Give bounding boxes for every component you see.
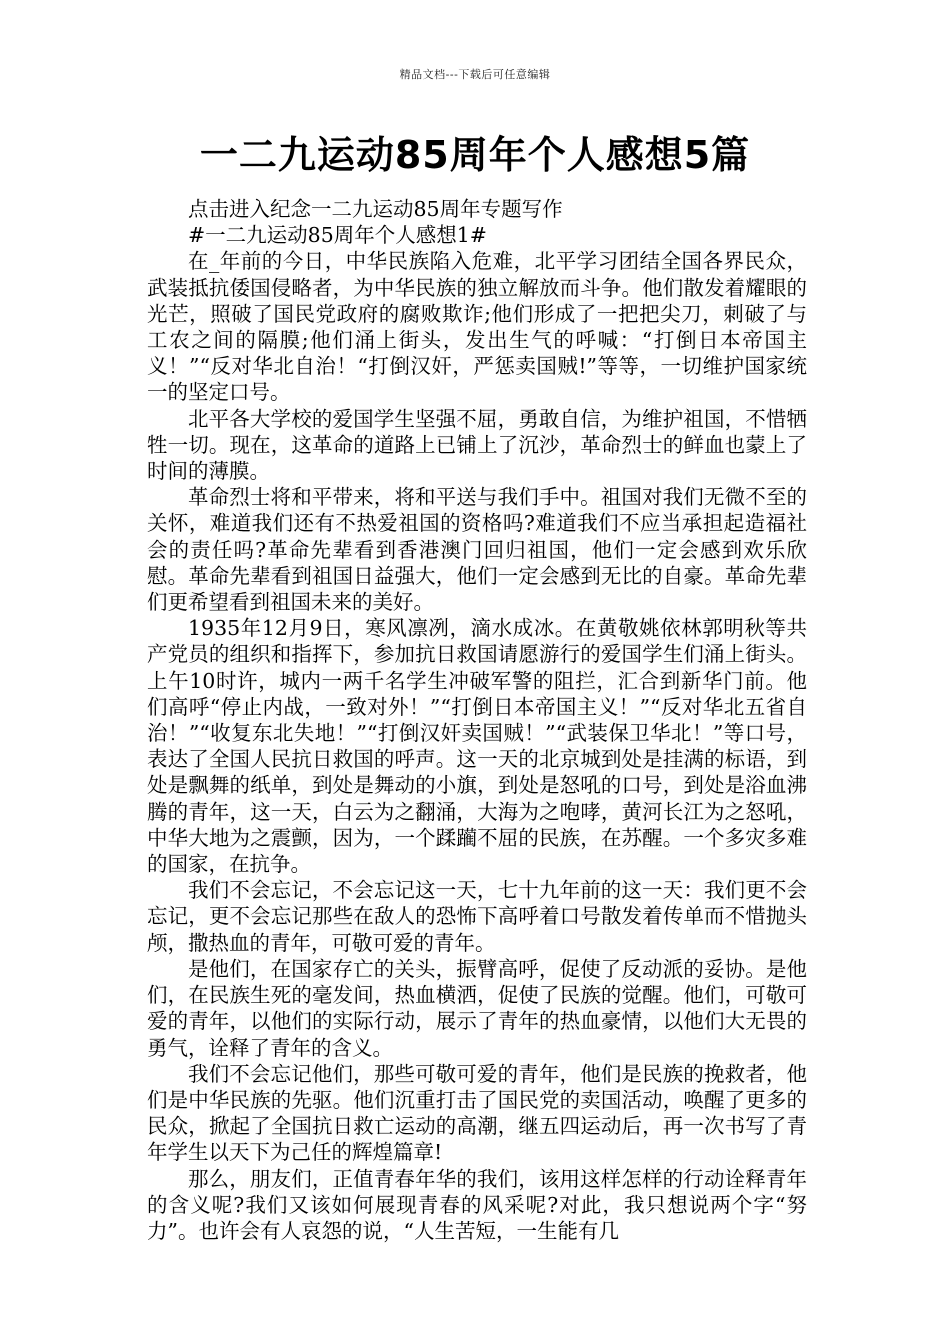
paragraph: 是他们，在国家存亡的关头，振臂高呼，促使了反动派的妥协。是他们，在民族生死的毫发间，热血横洒，促使了民族的觉醒。他们，可敬可爱的青年，以他们的实际行动，展示了青年的热血豪情，以他们大无畏的勇气，诠释了青年的含义。 bbox=[147, 956, 807, 1060]
section-heading: #一二九运动85周年个人感想1# bbox=[188, 223, 487, 248]
header-note: 精品文档---下载后可任意编辑 bbox=[399, 68, 551, 81]
paragraph: 北平各大学校的爱国学生坚强不屈，勇敢自信，为维护祖国，不惜牺牲一切。现在，这革命的道路上已铺上了沉沙，革命烈士的鲜血也蒙上了时间的薄膜。 bbox=[147, 406, 807, 484]
document-title: 一二九运动85周年个人感想5篇 bbox=[199, 133, 751, 177]
paragraph: 革命烈士将和平带来，将和平送与我们手中。祖国对我们无微不至的关怀，难道我们还有不热爱祖国的资格吗?难道我们不应当承担起造福社会的责任吗?革命先辈看到香港澳门回归祖国，他们一定会感到欢乐欣慰。革命先辈看到祖国日益强大，他们一定会感到无比的自豪。革命先辈们更希望看到祖国未来的美好。 bbox=[147, 485, 807, 615]
intro-link-line: 点击进入纪念一二九运动85周年专题写作 bbox=[188, 197, 563, 221]
document-body bbox=[147, 196, 807, 1244]
paragraph: 我们不会忘记，不会忘记这一天，七十九年前的这一天：我们更不会忘记，更不会忘记那些在敌人的恐怖下高呼着口号散发着传单而不惜抛头颅，撒热血的青年，可敬可爱的青年。 bbox=[147, 878, 807, 955]
paragraph: 我们不会忘记他们，那些可敬可爱的青年，他们是民族的挽救者，他们是中华民族的先驱。他们沉重打击了国民党的卖国活动，唤醒了更多的民众，掀起了全国抗日救亡运动的高潮，继五四运动后，再一次书写了青年学生以天下为己任的辉煌篇章! bbox=[147, 1061, 807, 1165]
paragraph: 1935年12月9日，寒风凛冽，滴水成冰。在黄敬姚依林郭明秋等共产党员的组织和指挥下，参加抗日救国请愿游行的爱国学生们涌上街头。上午10时许，城内一两千名学生冲破军警的阻拦，汇合到新华门前。他们高呼“停止内战，一致对外！”“打倒日本帝国主义！”“反对华北五省自治！”“收复东北失地！”“打倒汉奸卖国贼！”“武装保卫华北！”等口号，表达了全国人民抗日救国的呼声。这一天的北京城到处是挂满的标语，到处是飘舞的纸单，到处是舞动的小旗，到处是怒吼的口号，到处是浴血沸腾的青年，这一天，白云为之翻涌，大海为之咆哮，黄河长江为之怒吼，中华大地为之震颤，因为，一个蹂躏不屈的民族，在苏醒。一个多灾多难的国家，在抗争。 bbox=[147, 616, 807, 877]
paragraph: 那么，朋友们，正值青春年华的我们，该用这样怎样的行动诠释青年的含义呢?我们又该如何展现青春的风采呢?对此，我只想说两个字“努力”。也许会有人哀怨的说，“人生苦短，一生能有几 bbox=[147, 1166, 807, 1243]
paragraph: 在_年前的今日，中华民族陷入危难，北平学习团结全国各界民众，武装抵抗倭国侵略者，为中华民族的独立解放而斗争。他们散发着耀眼的光芒，照破了国民党政府的腐败欺诈;他们形成了一把把尖刀，刺破了与工农之间的隔膜;他们涌上街头，发出生气的呼喊：“打倒日本帝国主义！”“反对华北自治！“打倒汉奸，严惩卖国贼!”等等，一切维护国家统一的坚定口号。 bbox=[147, 249, 807, 405]
